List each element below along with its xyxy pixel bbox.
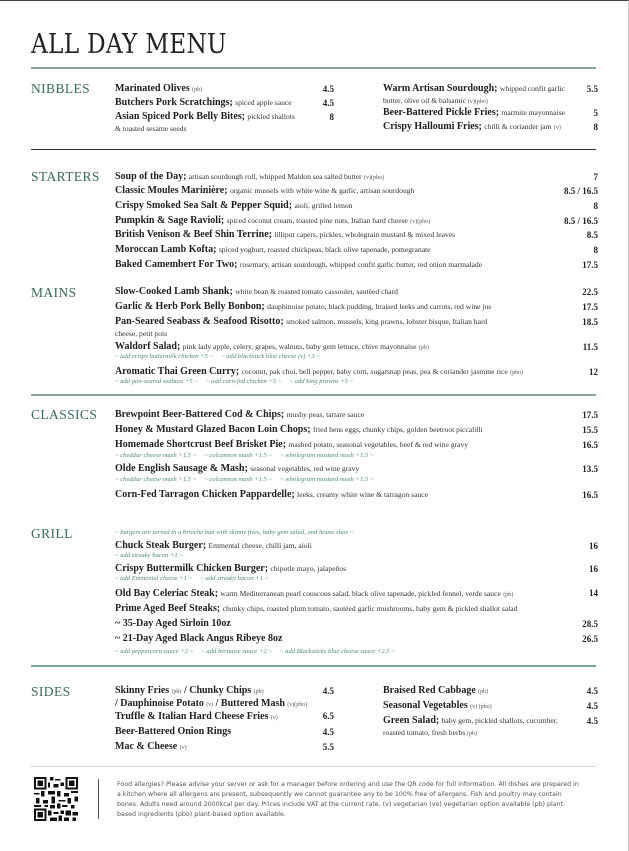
section-rule xyxy=(31,149,596,150)
addon-options: ~ add Emmental cheese +1 ~ ~ add streaky bacon +1 ~ xyxy=(115,575,269,582)
item-price: 16 xyxy=(589,541,598,551)
item-price: 4.5 xyxy=(586,701,598,711)
menu-item: Crispy Halloumi Fries; chilli & coriander jam (v) xyxy=(383,121,561,132)
item-price: 4.5 xyxy=(586,686,598,696)
section-label-sides: SIDES xyxy=(31,684,71,699)
addon-options: ~ cheddar cheese mash +1.5 ~ ~ colcannon mash +1.5 ~ ~ wholegrain mustard mash +1.5 ~ xyxy=(115,476,374,483)
item-price: 11.5 xyxy=(582,342,598,352)
menu-item: Honey & Mustard Glazed Bacon Loin Chops; fried hens eggs, chunky chips, golden beetroot piccalilli xyxy=(115,424,483,435)
menu-item: Beer-Battered Pickle Fries; marmite mayonnaise xyxy=(383,107,565,118)
title-rule xyxy=(31,67,596,69)
section-label-classics: CLASSICS xyxy=(31,407,98,422)
menu-item: Homemade Shortcrust Beef Brisket Pie; mashed potato, seasonal vegetables, beef & red wine gravy xyxy=(115,439,469,450)
item-price: 17.5 xyxy=(582,302,598,312)
menu-item: Classic Moules Marinière; organic mussels with white wine & garlic, artisan sourdough xyxy=(115,185,415,196)
menu-item: Mac & Cheese (v) xyxy=(115,741,187,752)
item-price: 4.5 xyxy=(322,686,334,696)
footer-divider xyxy=(98,779,99,819)
item-price: 8 xyxy=(329,112,334,122)
item-price: 8.5 / 16.5 xyxy=(563,216,598,226)
menu-item: Crispy Smoked Sea Salt & Pepper Squid; aioli, grilled lemon xyxy=(115,200,353,211)
menu-item: Olde English Sausage & Mash; seasonal vegetables, red wine gravy xyxy=(115,463,360,474)
menu-item: Truffle & Italian Hard Cheese Fries (v) xyxy=(115,711,278,722)
item-price: 8 xyxy=(593,201,598,211)
section-label-starters: STARTERS xyxy=(31,169,100,184)
item-price: 8 xyxy=(593,245,598,255)
footer-rule xyxy=(31,766,596,767)
item-price: 7 xyxy=(593,172,598,182)
menu-item: Brewpoint Beer-Battered Cod & Chips; mushy peas, tartare sauce xyxy=(115,409,365,420)
item-price: 16.5 xyxy=(582,440,598,450)
item-price: 6.5 xyxy=(322,711,334,721)
menu-item: Waldorf Salad; pink lady apple, celery, grapes, walnuts, baby gem lettuce, chive mayonnaise (pb) xyxy=(115,341,429,352)
item-price: 5.5 xyxy=(322,742,334,752)
addon-options: ~ add peppercorn sauce +2 ~ ~ add bernaise sauce +2 ~ ~ add Blacksticks blue cheese sauce +2.5 ~ xyxy=(115,648,395,655)
section-label-nibbles: NIBBLES xyxy=(31,81,91,96)
menu-item: Butchers Pork Scratchings; spiced apple sauce xyxy=(115,97,292,108)
section-label-grill: GRILL xyxy=(31,526,73,541)
item-price: 17.5 xyxy=(582,260,598,270)
menu-item: Marinated Olives (pb) xyxy=(115,83,203,94)
item-price: 5.5 xyxy=(586,84,598,94)
allergen-notice: Food allergies? Please advise your server or ask for a manager before ordering and use the QR code for full information. All dishes are prepared in a kitchen where all allergens are present, subsequently we cannot guarantee any to be 100% free of allergens. Fish and poultry may contain bones. Adults need around 2000kcal per day. Prices include VAT at the current rate. (v) vegetarian (vo) vegetarian option available (pb) plant-based ingredients (pbo) plant-based option available. xyxy=(117,781,579,818)
menu-item: Crispy Buttermilk Chicken Burger; chipotle mayo, jalapeños xyxy=(115,563,347,574)
menu-item: Old Bay Celeriac Steak; warm Mediterranean pearl couscous salad, black olive tapenade, pickled fennel, verde sauce (pb) xyxy=(115,588,514,599)
menu-item: Pumpkin & Sage Ravioli; spiced coconut cream, toasted pine nuts, Italian hard cheese (v)(pbo) xyxy=(115,215,431,226)
item-price: 26.5 xyxy=(582,634,598,644)
qr-code-icon[interactable] xyxy=(34,777,78,821)
item-price: 8.5 xyxy=(586,230,598,240)
item-price: 18.5 xyxy=(582,317,598,327)
addon-options: ~ add streaky bacon +1 ~ xyxy=(115,552,183,559)
menu-item: Baked Camembert For Two; rosemary, artisan sourdough, whipped confit garlic butter, red onion marmalade xyxy=(115,259,483,270)
item-price: 16.5 xyxy=(582,490,598,500)
item-price: 17.5 xyxy=(582,410,598,420)
menu-item: Soup of the Day; artisan sourdough roll, whipped Maldon sea salted butter (v)(pbo) xyxy=(115,171,385,182)
menu-item: Prime Aged Beef Steaks; chunky chips, roasted plum tomato, sautéed garlic mushrooms, baby gem & pickled shallot salad xyxy=(115,603,518,614)
grill-note: ~ burgers are served in a brioche bun with skinny fries, baby gem salad, and house slaw ~ xyxy=(115,529,354,536)
item-price: 15.5 xyxy=(582,425,598,435)
menu-item: ~ 35-Day Aged Sirloin 10oz xyxy=(115,618,231,629)
page-title: ALL DAY MENU xyxy=(31,29,227,60)
menu-item: Slow-Cooked Lamb Shank; white bean & roasted tomato cassoulet, sautéed chard xyxy=(115,286,398,297)
menu-item: Seasonal Vegetables (v) (pbo) xyxy=(383,700,492,711)
item-price: 4.5 xyxy=(586,716,598,726)
menu-item: Garlic & Herb Pork Belly Bonbon; dauphinoise potato, black pudding, braised leeks and carrots, red wine jus xyxy=(115,301,492,312)
addon-options: ~ cheddar cheese mash +1.5 ~ ~ colcannon mash +1.5 ~ ~ wholegrain mustard mash +1.5 ~ xyxy=(115,452,374,459)
menu-item: ~ 21-Day Aged Black Angus Ribeye 8oz xyxy=(115,633,283,644)
menu-item: Moroccan Lamb Kofta; spiced yoghurt, roasted chickpeas, black olive tapenade, pomegranate xyxy=(115,244,431,255)
section-rule xyxy=(31,394,596,396)
item-price: 12 xyxy=(589,367,598,377)
item-price: 4.5 xyxy=(322,727,334,737)
menu-item: Skinny Fries (pb) / Chunky Chips (pb) / Dauphinoise Potato (v) / Buttered Mash (v)(pbo) xyxy=(115,685,308,709)
menu-item: Corn-Fed Tarragon Chicken Pappardelle; leeks, creamy white wine & tarragon sauce xyxy=(115,489,429,500)
menu-item: Chuck Steak Burger; Emmental cheese, chilli jam, aioli xyxy=(115,540,312,551)
item-price: 16 xyxy=(589,564,598,574)
item-price: 4.5 xyxy=(322,84,334,94)
menu-item: Aromatic Thai Green Curry; coconut, pak choi, bell pepper, baby corn, sugarsnap peas, pea & coriander jasmine rice (pbo) xyxy=(115,366,524,377)
item-price: 13.5 xyxy=(582,464,598,474)
section-rule xyxy=(31,665,596,667)
menu-item: Warm Artisan Sourdough; whipped confit garlic butter, olive oil & balsamic (v)(pbo) xyxy=(383,83,565,105)
item-price: 28.5 xyxy=(582,619,598,629)
item-price: 8.5 / 16.5 xyxy=(563,186,598,196)
menu-item: Braised Red Cabbage (pb) xyxy=(383,685,489,696)
item-price: 22.5 xyxy=(582,287,598,297)
addon-options: ~ add pan-seared seabass +5 ~ ~ add corn-fed chicken +5 ~ ~ add king prawns +5 ~ xyxy=(115,378,354,385)
item-price: 5 xyxy=(593,108,598,118)
item-price: 8 xyxy=(593,122,598,132)
item-price: 4.5 xyxy=(322,98,334,108)
menu-item: Pan-Seared Seabass & Seafood Risotto; smoked salmon, mussels, king prawns, lobster bisque, Italian hard cheese, petit pois xyxy=(115,316,488,338)
menu-item: Green Salad; baby gem, pickled shallots, cucumber, roasted tomato, fresh herbs (pb) xyxy=(383,715,558,737)
section-label-mains: MAINS xyxy=(31,285,77,300)
menu-item: British Venison & Beef Shin Terrine; lilliput capers, pickles, wholegrain mustard & mixed leaves xyxy=(115,229,456,240)
addon-options: ~ add crispy buttermilk chicken +5 ~ ~ add blackstick blue cheese (v) +3 ~ xyxy=(115,353,320,360)
menu-item: Asian Spiced Pork Belly Bites; pickled shallots & toasted sesame seeds xyxy=(115,111,295,133)
item-price: 14 xyxy=(589,588,598,598)
menu-item: Beer-Battered Onion Rings xyxy=(115,726,232,737)
